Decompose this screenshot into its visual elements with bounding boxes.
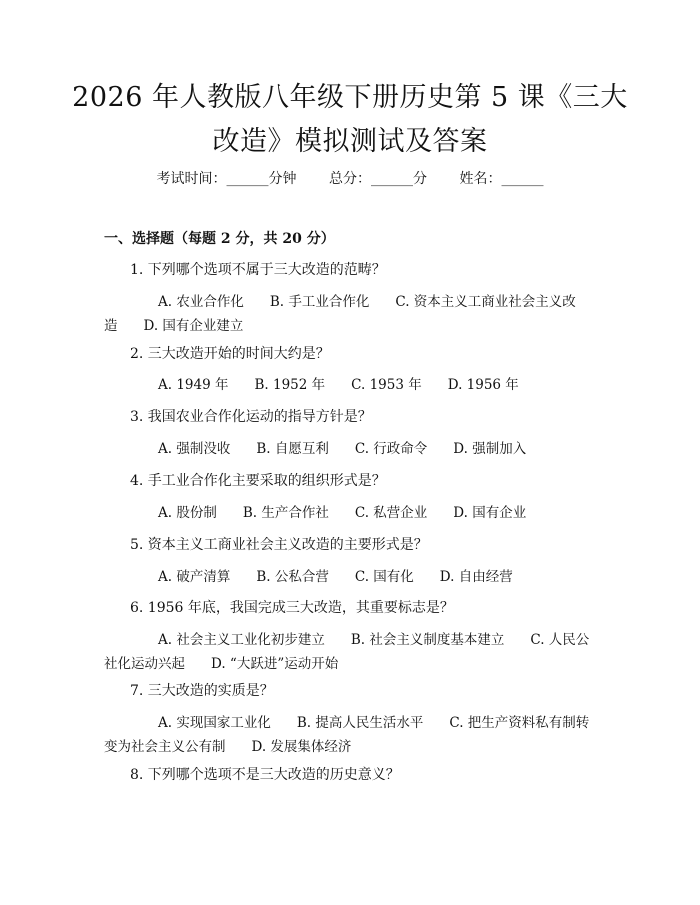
option: C. 行政命令	[354, 441, 428, 457]
option: A. 强制没收	[158, 441, 231, 457]
option: B. 社会主义制度基本建立	[350, 632, 505, 648]
option: A. 实现国家工业化	[158, 715, 271, 731]
option: C. 私营企业	[354, 505, 428, 521]
option: C. 人民公社化运动兴起	[104, 632, 590, 672]
option: D. 国有企业	[453, 505, 527, 521]
question-options	[104, 711, 592, 759]
title-line-2: 改造》模拟测试及答案	[212, 126, 488, 157]
question-options	[104, 565, 592, 589]
question-stem: 7. 三大改造的实质是？	[130, 683, 274, 699]
option: A. 农业合作化	[158, 294, 244, 310]
option: B. 手工业合作化	[269, 294, 370, 310]
option: B. 提高人民生活水平	[296, 715, 424, 731]
question-stem: 8. 下列哪个选项不是三大改造的历史意义？	[130, 767, 400, 783]
exam-score: 总分：______分	[329, 171, 427, 187]
question-options	[104, 437, 592, 461]
exam-time: 考试时间：______分钟	[156, 171, 297, 187]
option: C. 国有化	[354, 569, 414, 585]
page-title	[60, 76, 640, 164]
question-options	[104, 501, 592, 525]
student-name: 姓名：______	[459, 171, 544, 187]
title-line-1: 2026 年人教版八年级下册历史第 5 课《三大	[72, 82, 628, 113]
option: B. 1952 年	[254, 377, 326, 393]
option: C. 1953 年	[351, 377, 422, 393]
option: D. 国有企业建立	[143, 318, 244, 334]
question-options	[104, 373, 592, 397]
option: D. 1956 年	[447, 377, 519, 393]
option: B. 公私合营	[256, 569, 329, 585]
option: D. 强制加入	[453, 441, 527, 457]
exam-meta	[0, 168, 700, 188]
question-options	[104, 290, 592, 338]
option: B. 自愿互利	[256, 441, 329, 457]
question-stem: 3. 我国农业合作化运动的指导方针是？	[130, 409, 372, 425]
option: D. 自由经营	[439, 569, 513, 585]
question-options	[104, 628, 592, 676]
option: A. 股份制	[158, 505, 217, 521]
question-stem: 5. 资本主义工商业社会主义改造的主要形式是？	[130, 537, 428, 553]
option: D. “大跃进”运动开始	[211, 656, 339, 672]
option: A. 社会主义工业化初步建立	[158, 632, 325, 648]
option: A. 1949 年	[158, 377, 229, 393]
option: D. 发展集体经济	[251, 739, 352, 755]
question-stem: 6. 1956 年底，我国完成三大改造，其重要标志是？	[130, 600, 454, 616]
section-title: 一、选择题（每题 2 分，共 20 分）	[104, 231, 335, 247]
option: C. 把生产资料私有制转变为社会主义公有制	[104, 715, 590, 755]
option: C. 资本主义工商业社会主义改造	[104, 294, 576, 334]
question-stem: 1. 下列哪个选项不属于三大改造的范畴？	[130, 262, 386, 278]
option: A. 破产清算	[158, 569, 231, 585]
question-stem: 2. 三大改造开始的时间大约是？	[130, 346, 330, 362]
question-stem: 4. 手工业合作化主要采取的组织形式是？	[130, 473, 386, 489]
option: B. 生产合作社	[242, 505, 329, 521]
